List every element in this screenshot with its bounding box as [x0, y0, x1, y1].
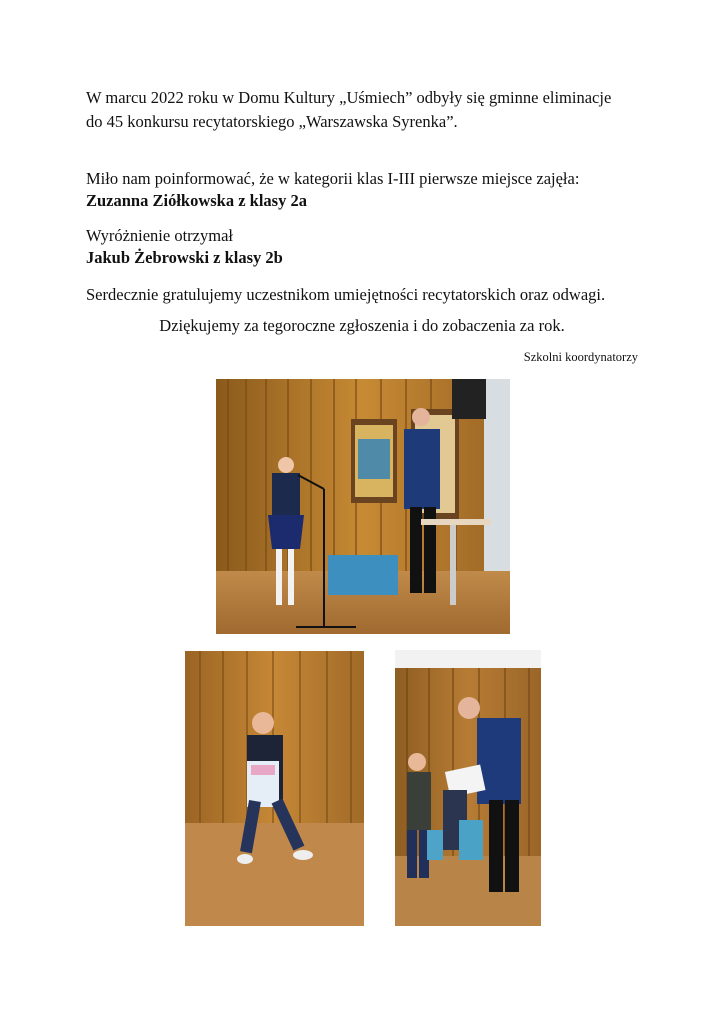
winner-name: Zuzanna Ziółkowska z klasy 2a: [86, 191, 307, 210]
award-photo-image: [395, 650, 541, 926]
distinction-name: Jakub Żebrowski z klasy 2b: [86, 248, 283, 267]
thanks-text: Dziękujemy za tegoroczne zgłoszenia i do zobaczenia za rok.: [159, 316, 565, 335]
photo-stage: [216, 379, 510, 634]
photo-award-handover: [395, 650, 541, 926]
boy-photo-image: [185, 651, 364, 926]
stage-photo-image: [216, 379, 510, 634]
congratulations-text: Serdecznie gratulujemy uczestnikom umiejętności recytatorskich oraz odwagi.: [86, 285, 606, 304]
signature: Szkolni koordynatorzy: [523, 350, 638, 364]
category-text: Miło nam poinformować, że w kategorii klas I-III pierwsze miejsce zajęła:: [86, 169, 580, 188]
distinction-label: Wyróżnienie otrzymał: [86, 226, 233, 245]
photo-boy-diploma: [185, 651, 364, 926]
intro-line-1: W marcu 2022 roku w Domu Kultury „Uśmiech” odbyły się gminne eliminacje: [86, 88, 612, 107]
intro-line-2: do 45 konkursu recytatorskiego „Warszawska Syrenka”.: [86, 112, 458, 131]
